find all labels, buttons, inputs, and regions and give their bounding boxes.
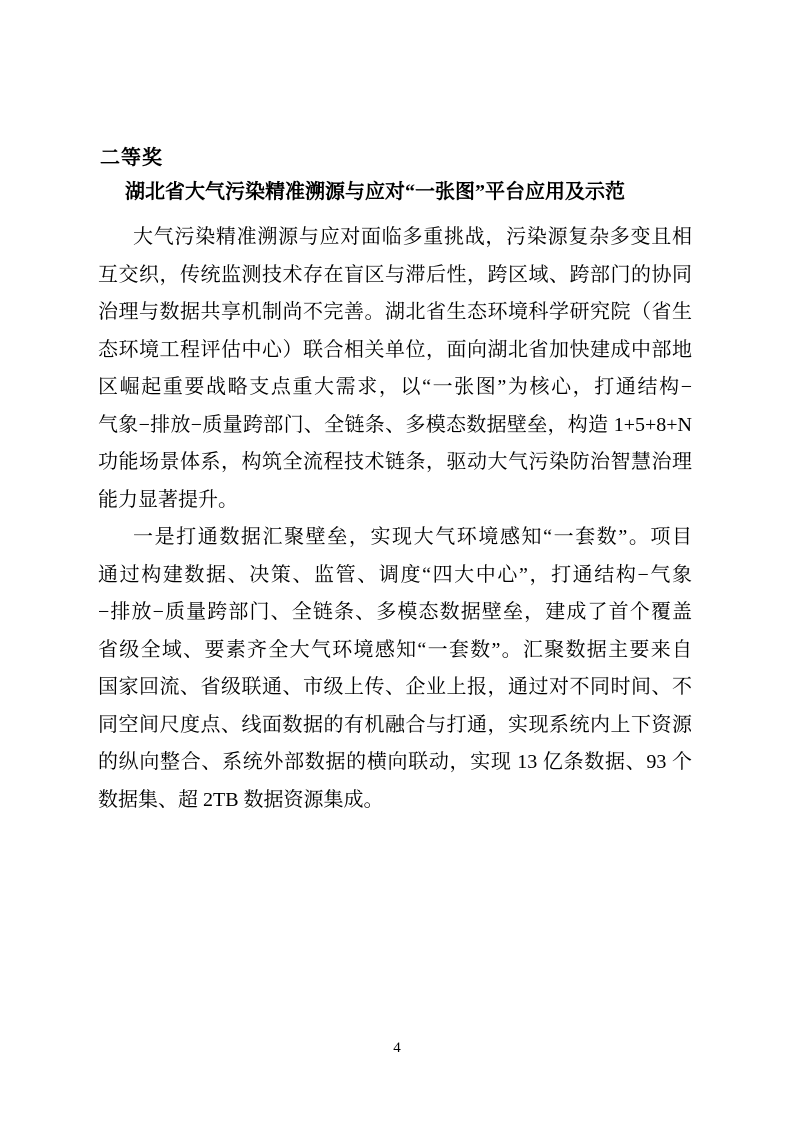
text-line: 数据集、超 2TB 数据资源集成。: [98, 788, 384, 811]
text-line: 国家回流、省级联通、市级上传、企业上报，通过对不同时间、不: [98, 676, 692, 698]
document-body: [98, 219, 692, 819]
text-line: −排放−质量跨部门、全链条、多模态数据壁垒，建成了首个覆盖: [98, 601, 692, 623]
text-line: 功能场景体系，构筑全流程技术链条，驱动大气污染防治智慧治理: [98, 451, 692, 473]
text-line: 治理与数据共享机制尚不完善。湖北省生态环境科学研究院（省生: [98, 301, 692, 323]
text-line: 通过构建数据、决策、监管、调度“四大中心”，打通结构−气象: [98, 563, 692, 586]
document-title: 湖北省大气污染精准溯源与应对“一张图”平台应用及示范: [125, 181, 625, 203]
text-line: 态环境工程评估中心）联合相关单位，面向湖北省加快建成中部地: [98, 338, 692, 361]
text-line: 的纵向整合、系统外部数据的横向联动，实现 13 亿条数据、93 个: [98, 751, 692, 773]
paragraph-2: [98, 519, 692, 819]
text-line: 能力显著提升。: [98, 488, 238, 511]
text-line: 同空间尺度点、线面数据的有机融合与打通，实现系统内上下资源: [98, 713, 692, 736]
text-line: 互交织，传统监测技术存在盲区与滞后性，跨区域、跨部门的协同: [98, 263, 692, 286]
text-line: 大气污染精准溯源与应对面临多重挑战，污染源复杂多变且相: [133, 226, 692, 248]
award-tier-heading: 二等奖: [100, 147, 163, 169]
page-number: 4: [393, 1040, 401, 1056]
text-line: 省级全域、要素齐全大气环境感知“一套数”。汇聚数据主要来自: [98, 638, 692, 661]
paragraph-1: [98, 219, 692, 519]
text-line: 气象−排放−质量跨部门、全链条、多模态数据壁垒，构造 1+5+8+N: [98, 413, 692, 436]
text-line: 区崛起重要战略支点重大需求，以“一张图”为核心，打通结构−: [98, 376, 692, 398]
text-line: 一是打通数据汇聚壁垒，实现大气环境感知“一套数”。项目: [133, 526, 692, 548]
